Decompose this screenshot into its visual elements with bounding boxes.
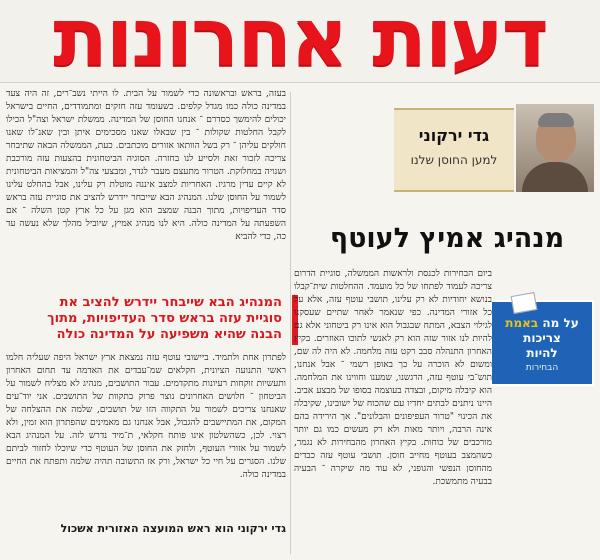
logo-line-2: באמת: [505, 316, 539, 330]
logo-line-1: על מה: [542, 316, 579, 330]
article-paragraph: לפתרון אחת ולתמיד. ביישובי עוטף עזה נמצאת ארץ ישראל היפה שעליה חלמו ראשי התנועה הציונית, חקלאים שמ־עבדים את האדמה עד תחום האחרון ותעשיות זוקחות רעיונות מתקדמים. עבור התושבים, מנהיג לא מצליח לשמור על הביטחון ־ חלושים האחרונים נוצר פרוק בתקוות של התושבים. אני יוד־עים שאנחנו צריכים לשמור על התקווה הזו של תושבים, שלמה את ההצלחה של המקום, את המתיישבים להגבול, אבל אנחנו גם מאמינים שהפתרון הוא זמין, ולא רצוי. לכן, כשהשלטון אינו פותח חקלאי, ת־מיד נדרש לזה. על המנהיג הבא לשמור על אזורי העוטף, ולחזק את החוסן של העוטף כדי שיוכלו לחזור לביתם שלנו. הסגרים על חיי כל ישראל, ורק אז התשובה תהיה שלמה ותפתח את החיים במדינה כולה.: [6, 353, 286, 480]
article-text-left-top: [6, 88, 286, 283]
article-text-right: [294, 268, 594, 556]
author-byline: גדי ירקוני הוא ראש המועצה האזורית אשכול: [60, 522, 286, 535]
masthead-title: דעות אחרונות: [53, 0, 547, 83]
logo-tag: הבחירות: [525, 363, 559, 373]
article-paragraph: ביום הבחירות לכנסת ולראשות הממשלה, סוגיית הדרום צריכה לעמוד לפתחו של כל מועמד. ההחלטות שית־קבלו בנושא יחודיות לא רק עלינו, תושבי עוטף עזה, אלא על כל אזורי המדינה. כפי שנאמר לאחר שתיים שעסקנו לגילוי הצבא, המתח שבגבול הוא אינו רק ביטחוני אלא גם להיות לנו אזור שזה הוא רק לאנשי לתוכו האוזרים. בקיץ האחרון התנהלה סבב רקט עזה מלחמה. לא היה לה שם, ומשום לא הוכרה על כך באופן רשמי ־ אבל אנחנו, תוש־בי עוטף עזה, הרגשנו, שמענו וחווינו את המלחמה. הוא קיבלה מיקום, ובצדה בעוצמה בסופו של מבצע אביב. היינו ניתנים לבתים יחדיו עם שהכוח של ישובינו, שקיבלה את הכינוי "טרור העפיפונים והבלונים". אך הירידה בהם אינה הרבה, ויותר מאות ולא רק מעשים כמו גם יותר מורכבים של כוחות. בקיץ האחרון מהבחירות לא נגמר, כשהמצב בעוטף מחייב חוסן. תושבי עוטף עזה כבדים מהחוסן הנפשי והגופני, לא עוד מה שיקרה ־ הבעיה בבעיה מתמשכת.: [294, 269, 492, 487]
author-name: גדי ירקוני: [418, 126, 490, 145]
masthead: [0, 0, 600, 83]
column-name: למען החוסן שלנו: [410, 153, 498, 167]
article-text-left-bottom: [6, 352, 286, 520]
column-header: [392, 104, 594, 192]
author-nameplate: [394, 108, 514, 192]
author-photo: [516, 104, 594, 192]
logo-line-4: להיות: [526, 346, 558, 360]
pull-quote: המנהיג הבא שייבחר יידרש להציב את סוגיית עזה בראש סדר העדיפויות, מתוך הבנה שהיא משפיעה על המדינה כולה: [20, 295, 298, 345]
logo-line-3: צריכות: [523, 331, 561, 345]
article-paragraph: בעזה, בראש ובראשונה כדי לשמור על הבית. לו הייתי נשב־רים, זה היה צעד במדינה כולה כמו מגדל קלפים. כשעומד עזה חזקים ומתמודדים, החיים בישראל יכולים להימשך כסדרם ־ אנחנו החוסן של המדינה. ממשלת ישראל וצה"ל הכילו לקבל החלטות שקולות ־ בין שבאלו שאנו מסכימים איתן ובין שאנ־לו שאנו חולקים עליהן ־ רק בשל הוותאו אזורים מוכתבים. כעת, הממשלה הבאה שתיבחר צריכה לזכור זאת ולסייע לנו בחזרה. הסוגיה הביטחונית בהצעות עזה מורכבת ושנויה במחלוקת. הטרור מתעצם מעבר לגדר, ומבצעי צה"ל והמציאות הביטחונית לא קיים עדין מרגיז. האחריות למצב איננה מוטלת רק עלינו, אבל בהחלט עלינו לשמור על החוסן שלנו. המנהיג הבא שייבחר יידרש להציב את סוגיית עזה בראש סדר העדיפויות, מתוך הבנה שמצב הוא מגן על כל ארץ קטן השלה ־ אם השפעתה על המדינה כולה. היא לנו מנהיג אמיץ, שיוביל מהלך שלא נעשה עד כה, כדי להביא: [6, 89, 286, 242]
article-headline: מנהיג אמיץ לעוטף: [329, 223, 565, 254]
